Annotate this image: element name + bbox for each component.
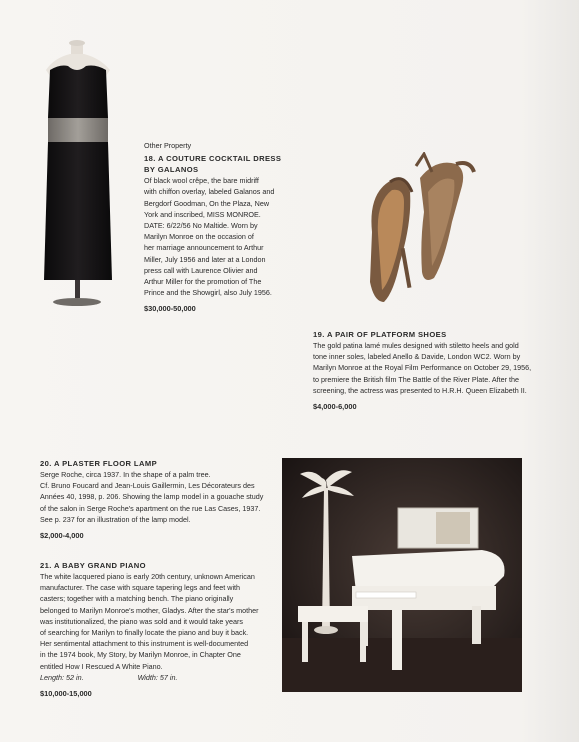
lot-21-length: Length: 52 in.	[40, 672, 84, 682]
lot-20	[40, 458, 276, 541]
piano-lamp-photo	[282, 458, 522, 692]
lot-19-desc-line: screening, the actress was presented to H.R.H. Queen Elizabeth II.	[313, 385, 527, 395]
section-label: Other Property	[144, 141, 192, 150]
lot-19-desc-line: to premiere the British film The Battle of the River Plate. After the	[313, 374, 520, 384]
lot-18-desc-line: Marilyn Monroe on the occasion of	[144, 232, 254, 242]
lot-21-desc-line: casters; together with a matching bench. The piano originally	[40, 594, 234, 604]
lot-21-desc-line: belonged to Marilyn Monroe's mother, Gladys. After the star's mother	[40, 605, 259, 615]
lot-19-title: 19. A PAIR OF PLATFORM SHOES	[313, 330, 447, 339]
dress-photo	[26, 40, 136, 312]
lot-21-width: Width: 57 in.	[137, 672, 178, 682]
lot-19-price: $4,000-6,000	[313, 402, 357, 412]
lot-21-title: 21. A BABY GRAND PIANO	[40, 561, 146, 570]
lot-20-desc-line: Cf. Bruno Foucard and Jean-Louis Gaillermin, Les Décorateurs des	[40, 481, 255, 491]
lot-20-desc-line: Serge Roche, circa 1937. In the shape of a palm tree.	[40, 470, 211, 479]
lot-18-price: $30,000-50,000	[144, 304, 196, 314]
lot-18-desc-line: Miller, July 1956 and later at a London	[144, 254, 266, 264]
lot-18-desc-line: Prince and the Showgirl, also July 1956.	[144, 288, 272, 298]
lot-21-dimensions	[40, 672, 276, 683]
lot-19	[313, 329, 543, 412]
lot-20-desc-line: of the salon in Serge Roche's apartment on the rue Las Cases, 1937.	[40, 503, 261, 513]
lot-18	[144, 140, 304, 315]
lot-18-desc-line: Arthur Miller for the promotion of The	[144, 277, 262, 287]
lot-21-desc-line: Her sentimental attachment to this instrument is well-documented	[40, 639, 249, 649]
lot-21-price: $10,000-15,000	[40, 689, 92, 699]
lot-18-title: 18. A COUTURE COCKTAIL DRESS	[144, 154, 282, 164]
lot-18-desc-line: with chiffon overlay, labeled Galanos and	[144, 187, 275, 197]
lot-19-desc-line: The gold patina lamé mules designed with stiletto heels and gold	[313, 341, 519, 350]
lot-20-desc-line: Années 40, 1998, p. 206. Showing the lamp model in a gouache study	[40, 492, 264, 502]
lot-20-title: 20. A PLASTER FLOOR LAMP	[40, 459, 158, 468]
lot-21-desc-line: entitled How I Rescued A White Piano.	[40, 661, 163, 671]
lot-21-desc-line: was institutionalized, the piano was sold and it would take years	[40, 616, 243, 626]
lot-21-desc-line: of searching for Marilyn to finally locate the piano and buy it back.	[40, 628, 249, 638]
lot-18-desc-line: York and inscribed, MISS MONROE.	[144, 209, 261, 219]
lot-21-desc-line: The white lacquered piano is early 20th century, unknown American	[40, 572, 255, 581]
lot-20-desc-line: See p. 237 for an illustration of the lamp model.	[40, 514, 191, 524]
lot-18-desc-line: Bergdorf Goodman, On the Plaza, New	[144, 198, 270, 208]
lot-18-desc-line: press call with Laurence Olivier and	[144, 265, 258, 275]
lot-18-desc-line: her marriage announcement to Arthur	[144, 243, 264, 253]
lot-18-title-cont: BY GALANOS	[144, 165, 199, 175]
lot-20-price: $2,000-4,000	[40, 531, 84, 541]
lot-19-desc-line: Marilyn Monroe at the Royal Film Performance on October 29, 1956,	[313, 363, 532, 373]
lot-19-desc-line: tone inner soles, labeled Anello & Davide, London WC2. Worn by	[313, 352, 521, 362]
lot-21-desc-line: in the 1974 book, My Story, by Marilyn Monroe, in Chapter One	[40, 650, 241, 660]
lot-21	[40, 560, 276, 699]
lot-18-desc-line: Of black wool crêpe, the bare midriff	[144, 176, 259, 186]
shoes-photo	[360, 152, 480, 317]
lot-21-desc-line: manufacturer. The case with square tapering legs and feet with	[40, 583, 241, 593]
lot-18-desc-line: DATE: 6/22/56 No Maltide. Worn by	[144, 221, 258, 231]
